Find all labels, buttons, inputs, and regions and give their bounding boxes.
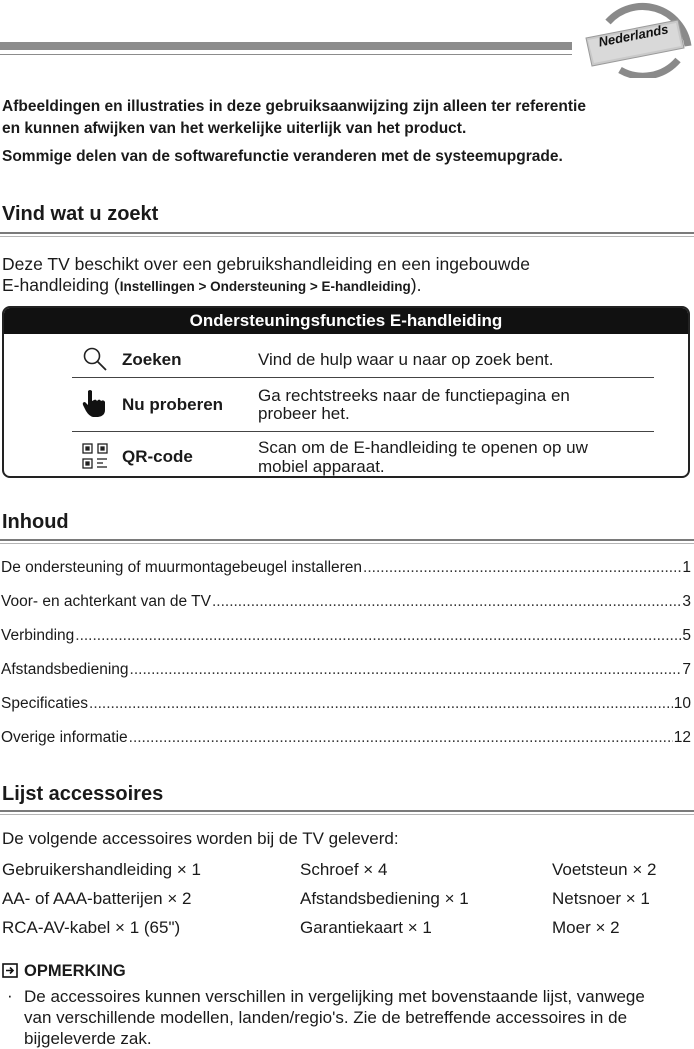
toc-page: 10 [673, 695, 691, 712]
feature-row-divider [72, 377, 654, 378]
note-icon [2, 963, 18, 983]
accessory-item: Netsnoer × 1 [552, 889, 650, 908]
note-heading: OPMERKING [24, 962, 126, 980]
toc-entry[interactable] [1, 559, 691, 577]
find-text-path: Instellingen > Ondersteuning > E-handleiding [119, 279, 411, 294]
feature-name-qr-code: QR-code [122, 447, 193, 466]
accessories-heading: Lijst accessoires [2, 783, 164, 805]
feature-desc-try-now-1: Ga rechtstreeks naar de functiepagina en [258, 386, 570, 405]
feature-desc-qr-1: Scan om de E-handleiding te openen op uw [258, 438, 588, 457]
accessory-item: AA- of AAA-batterijen × 2 [2, 889, 192, 908]
toc-page: 12 [673, 729, 691, 746]
accessory-item: Gebruikershandleiding × 1 [2, 860, 201, 879]
contents-heading: Inhoud [2, 511, 69, 533]
find-heading: Vind wat u zoekt [2, 203, 159, 225]
accessory-item: RCA-AV-kabel × 1 (65") [2, 918, 181, 937]
feature-name-try-now: Nu proberen [122, 395, 224, 414]
toc-title: Afstandsbediening [1, 661, 129, 678]
toc-leader [89, 695, 673, 713]
intro-line-1: Afbeeldingen en illustraties in deze gebruiksaanwijzing zijn alleen ter referentie [2, 98, 586, 115]
contents-rule [0, 539, 694, 544]
toc-leader [363, 559, 681, 577]
qr-code-icon [82, 443, 108, 474]
toc-page: 5 [682, 627, 691, 644]
accessory-item: Garantiekaart × 1 [300, 918, 432, 937]
feature-desc-search: Vind de hulp waar u naar op zoek bent. [258, 350, 554, 369]
note-line-1: De accessoires kunnen verschillen in vergelijking met bovenstaande lijst, vanwege [24, 987, 645, 1006]
toc-entry[interactable] [1, 729, 691, 747]
toc-page: 1 [682, 559, 691, 576]
find-text-prefix: E-handleiding ( [2, 275, 120, 295]
feature-desc-qr-2: mobiel apparaat. [258, 457, 385, 476]
feature-desc-try-now-2: probeer het. [258, 404, 350, 423]
note-text [24, 986, 684, 1049]
note-line-2: van verschillende modellen, landen/regio's. Zie de betreffende accessoires in de [24, 1008, 628, 1027]
accessory-item: Voetsteun × 2 [552, 860, 657, 879]
toc-entry[interactable] [1, 593, 691, 611]
note-bullet: · [7, 986, 13, 1005]
toc-leader [130, 661, 682, 679]
accessory-item: Moer × 2 [552, 918, 620, 937]
intro-line-2: en kunnen afwijken van het werkelijke uiterlijk van het product. [2, 120, 467, 137]
find-text-line-2 [2, 275, 421, 297]
features-box-title: Ondersteuningsfuncties E-handleiding [4, 308, 688, 334]
toc-title: Specificaties [1, 695, 89, 712]
accessories-rule [0, 810, 694, 815]
toc-leader [212, 593, 681, 611]
toc-leader [75, 627, 681, 645]
language-badge [580, 0, 694, 78]
toc-title: Overige informatie [1, 729, 128, 746]
header-line [0, 54, 572, 55]
toc-title: Verbinding [1, 627, 75, 644]
intro-line-3: Sommige delen van de softwarefunctie veranderen met de systeemupgrade. [2, 148, 563, 165]
toc-leader [129, 729, 673, 747]
toc-page: 7 [682, 661, 691, 678]
find-text-line-1: Deze TV beschikt over een gebruikshandleiding en een ingebouwde [2, 254, 530, 274]
toc-title: De ondersteuning of muurmontagebeugel installeren [1, 559, 363, 576]
find-text-suffix: ). [410, 275, 422, 295]
accessory-item: Schroef × 4 [300, 860, 388, 879]
toc-title: Voor- en achterkant van de TV [1, 593, 211, 610]
toc-entry[interactable] [1, 695, 691, 713]
hand-pointer-icon [80, 388, 110, 423]
accessory-item: Afstandsbediening × 1 [300, 889, 469, 908]
toc-page: 3 [682, 593, 691, 610]
language-label: Nederlands [597, 21, 670, 50]
accessories-intro: De volgende accessoires worden bij de TV geleverd: [2, 829, 399, 848]
toc-entry[interactable] [1, 661, 691, 679]
note-line-3: bijgeleverde zak. [24, 1029, 152, 1048]
feature-name-search: Zoeken [122, 350, 182, 369]
magnifier-icon [82, 346, 108, 377]
find-rule [0, 232, 694, 237]
header-bar [0, 42, 572, 50]
feature-row-divider [72, 431, 654, 432]
toc-entry[interactable] [1, 627, 691, 645]
